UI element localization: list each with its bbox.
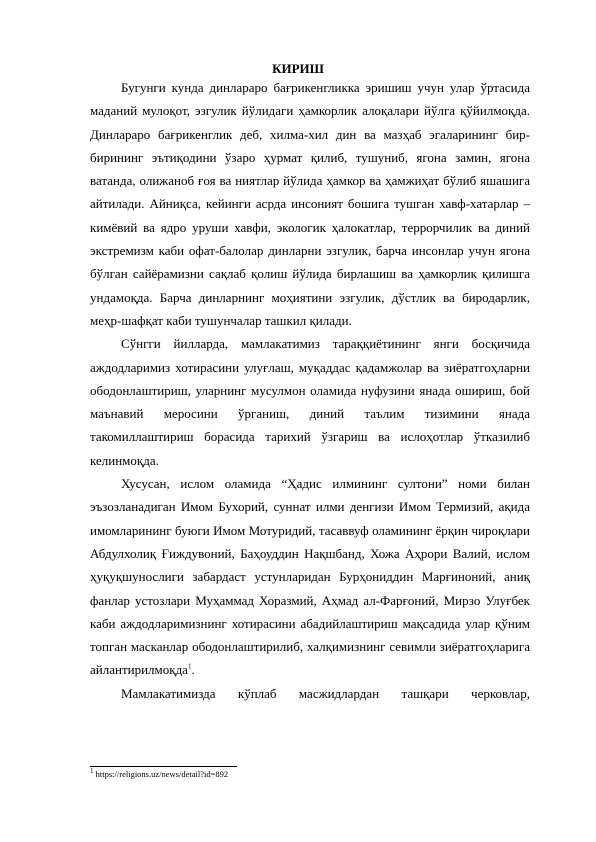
paragraph-3-text: Хусусан, ислом оламида “Ҳадис илмининг султони” номи билан эъзозланадиган Имом Бухорий, суннат илми денгизи Имом Термизий, ақида имомларининг буюги Имом Мотуридий, тасаввуф оламининг ёрқин чироқлари Абдулхолиқ Ғиждувоний, Баҳоуддин Нақшбанд, Хожа Аҳрори Валий, ислом ҳуқуқшунослиги забардаст устунларидан Бурҳониддин Марғиноний, аниқ фанлар устозлари Муҳаммад Хоразмий, Аҳмад ал-Фарғоний, Мирзо Улуғбек каби аждодларимизнинг хотирасини абадийлаштириш мақсадида улар қўним топган масканлар ободонлаштирилиб, халқимизнинг севимли зиёратгоҳларига айлантирилмоқда — [90, 476, 530, 678]
footnote-reference[interactable]: 1 — [187, 663, 192, 672]
paragraph-2: Сўнгги йилларда, мамлакатимиз тараққиётининг янги босқичида аждодларимиз хотирасини улуғлаш, муқаддас қадамжолар ва зиёратгоҳларни ободонлаштириш, уларнинг мусулмон оламида нуфузини янада ошириш, бой маънавий меросини ўрганиш, диний таълим тизимини янада такомиллаштириш борасида тарихий ўзгариш ва ислоҳотлар ўтказилиб келинмоқда. — [90, 336, 530, 468]
footnote-link[interactable]: https://religions.uz/news/detail?id=892 — [93, 769, 229, 779]
paragraph-3: Хусусан, ислом оламида “Ҳадис илмининг султони” номи билан эъзозланадиган Имом Бухорий, суннат илми денгизи Имом Термизий, ақида имомларининг буюги Имом Мотуридий, тасаввуф оламининг ёрқин чироқлари Абдулхолиқ Ғиждувоний, Баҳоуддин Нақшбанд, Хожа Аҳрори Валий, ислом ҳуқуқшунослиги забардаст устунларидан Бурҳониддин Марғиноний, аниқ фанлар устозлари Муҳаммад Хоразмий, Аҳмад ал-Фарғоний, Мирзо Улуғбек каби аждодларимизнинг хотирасини абадийлаштириш мақсадида улар қўним топган масканлар ободонлаштирилиб, халқимизнинг севимли зиёратгоҳларига айлантирилмоқда$^1$. — [90, 476, 530, 678]
page-title: КИРИШ — [272, 61, 324, 76]
footnote-number: 1 — [90, 767, 94, 776]
paragraph-4: Мамлакатимизда кўплаб масжидлардан ташқари черковлар, — [121, 685, 530, 701]
paragraph-1: Бугунги кунда динлараро бағрикенгликка эришиш учун улар ўртасида маданий мулоқот, эзгулик йўлидаги ҳамкорлик алоқалари йўлга қўйилмоқда. Динлараро бағрикенглик деб, хилма-хил дин ва мазҳаб эгаларининг бир-бирининг эътиқодини ўзаро ҳурмат қилиб, тушуниб, ягона замин, ягона ватанда, олижаноб ғоя ва ниятлар йўлида ҳамкор ва ҳамжиҳат бўлиб яшашига айтилади. Айниқса, кейинги асрда инсоният бошига тушган хавф-хатарлар – кимёвий ва ядро уруши хавфи, экологик ҳалокатлар, террорчилик ва диний экстремизм каби офат-балолар динларни эзгулик, барча инсонлар учун ягона бўлган сайёрамизни сақлаб қолиш йўлида бирлашиш ва ҳамкорлик қилишга ундамоқда. Барча динларнинг моҳиятини эзгулик, дўстлик ва биродарлик, меҳр-шафқат каби тушунчалар ташкил қилади. — [90, 80, 530, 328]
body-text — [90, 76, 530, 705]
footnote — [90, 769, 530, 780]
footnote-divider — [90, 766, 237, 767]
